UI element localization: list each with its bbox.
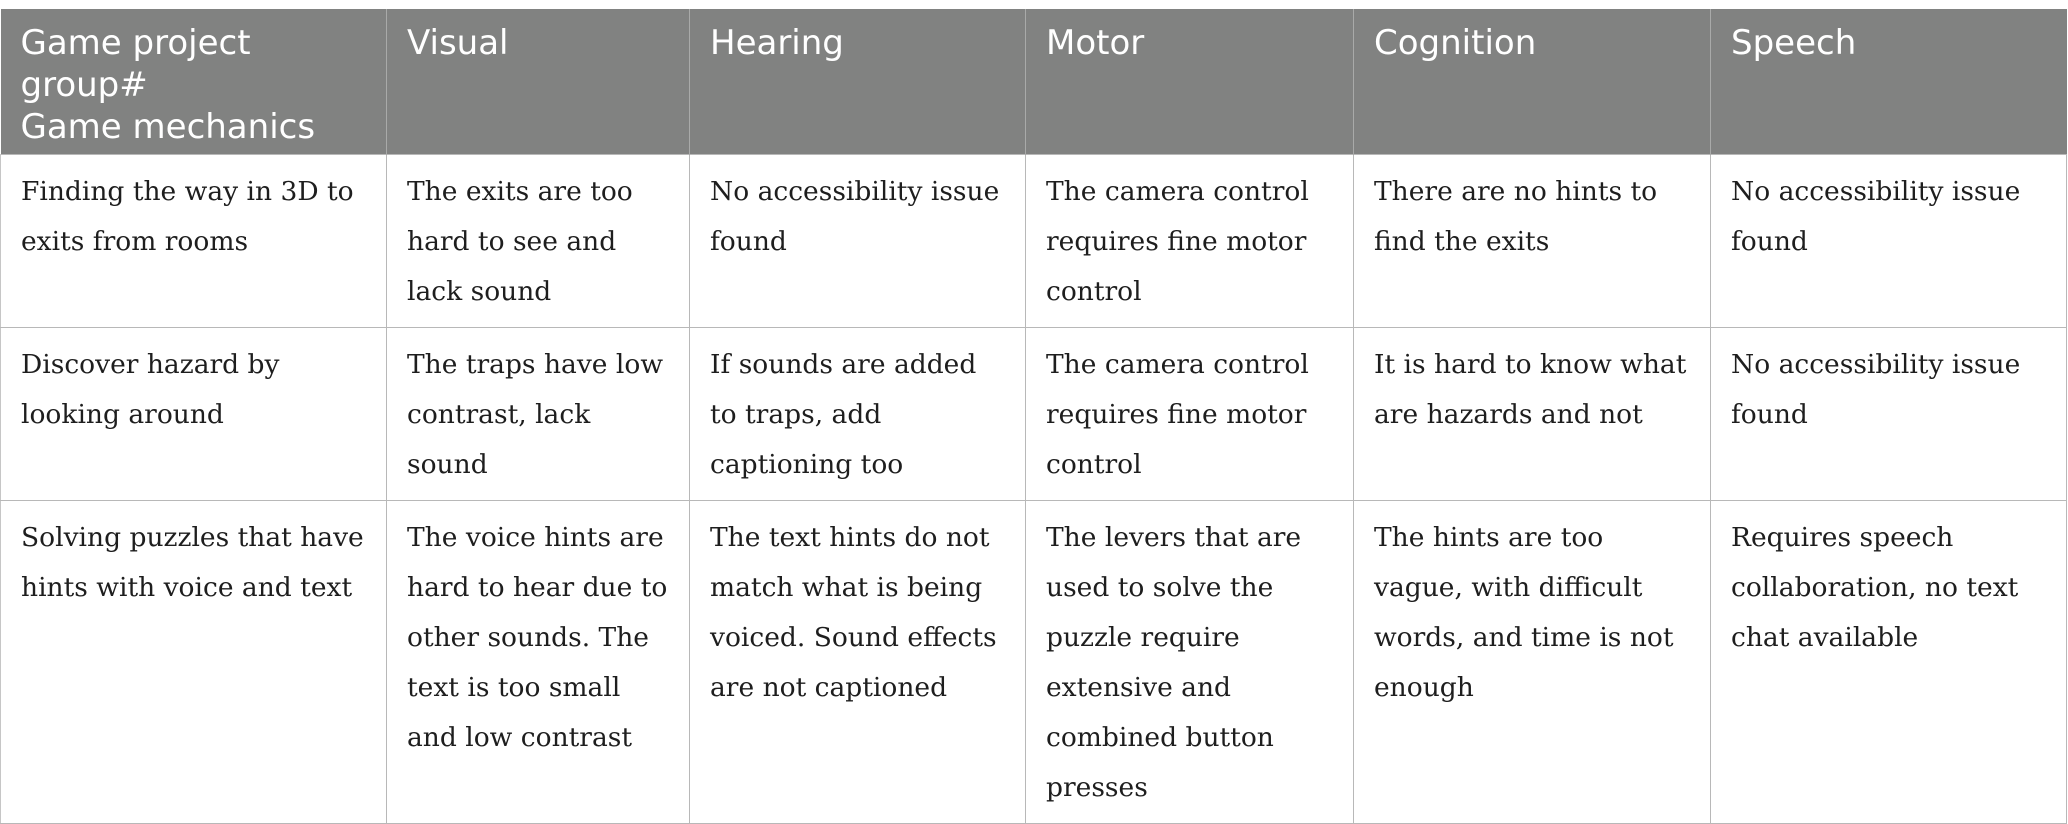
header-row xyxy=(1,9,2067,155)
header-mechanics-line-1: Game project xyxy=(20,23,251,63)
header-hearing: Hearing xyxy=(690,9,1026,155)
cell-mechanic: Solving puzzles that have hints with voice and text xyxy=(1,501,387,824)
header-mechanics-line-3: Game mechanics xyxy=(20,107,316,147)
cell-mechanic: Discover hazard by looking around xyxy=(1,328,387,501)
cell-speech: No accessibility issue found xyxy=(1711,155,2067,328)
cell-speech: Requires speech collaboration, no text chat available xyxy=(1711,501,2067,824)
cell-visual: The voice hints are hard to hear due to other sounds. The text is too small and low contrast xyxy=(387,501,690,824)
cell-mechanic: Finding the way in 3D to exits from rooms xyxy=(1,155,387,328)
header-game-mechanics xyxy=(1,9,387,155)
table-row xyxy=(1,501,2067,824)
cell-visual: The exits are too hard to see and lack sound xyxy=(387,155,690,328)
header-visual: Visual xyxy=(387,9,690,155)
header-mechanics-line-2: group# xyxy=(20,65,148,105)
table-body xyxy=(1,155,2067,824)
cell-cognition: It is hard to know what are hazards and not xyxy=(1354,328,1711,501)
header-cognition: Cognition xyxy=(1354,9,1711,155)
cell-hearing: If sounds are added to traps, add captioning too xyxy=(690,328,1026,501)
cell-hearing: The text hints do not match what is being voiced. Sound effects are not captioned xyxy=(690,501,1026,824)
cell-hearing: No accessibility issue found xyxy=(690,155,1026,328)
table-row xyxy=(1,155,2067,328)
table-header xyxy=(1,9,2067,155)
cell-motor: The camera control requires fine motor control xyxy=(1026,155,1354,328)
cell-motor: The camera control requires fine motor control xyxy=(1026,328,1354,501)
cell-cognition: The hints are too vague, with difficult words, and time is not enough xyxy=(1354,501,1711,824)
accessibility-table-container xyxy=(0,9,2066,824)
header-motor: Motor xyxy=(1026,9,1354,155)
accessibility-issues-table xyxy=(0,9,2067,824)
cell-cognition: There are no hints to find the exits xyxy=(1354,155,1711,328)
header-speech: Speech xyxy=(1711,9,2067,155)
cell-visual: The traps have low contrast, lack sound xyxy=(387,328,690,501)
cell-speech: No accessibility issue found xyxy=(1711,328,2067,501)
table-row xyxy=(1,328,2067,501)
cell-motor: The levers that are used to solve the puzzle require extensive and combined button presses xyxy=(1026,501,1354,824)
